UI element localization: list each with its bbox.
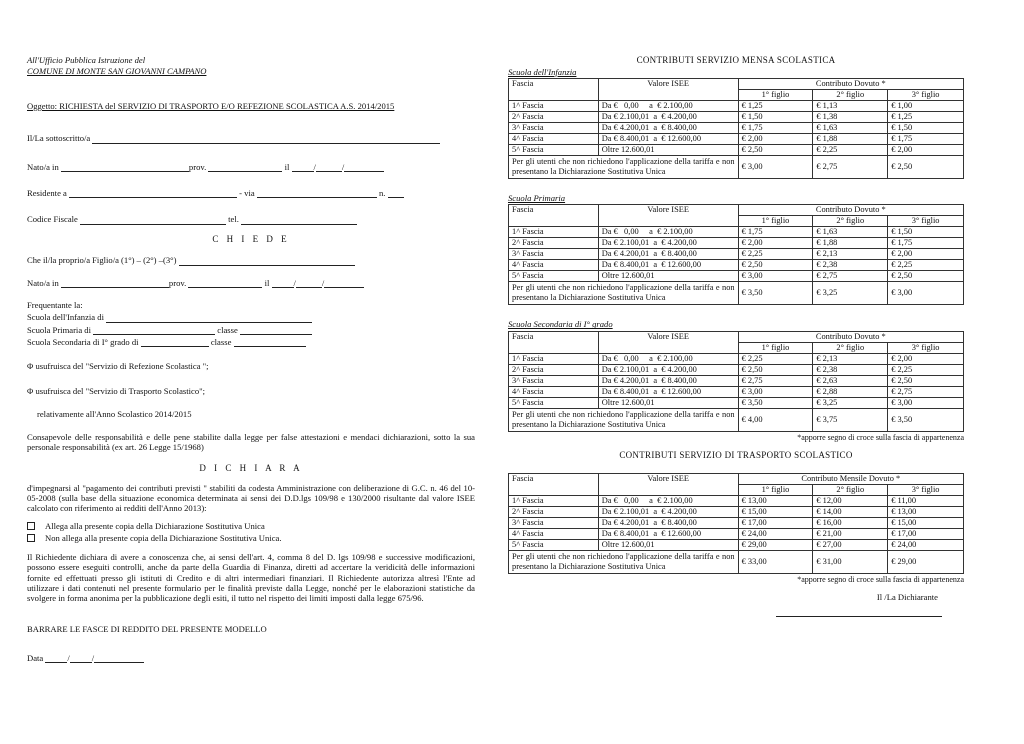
fee-cell: € 17,00	[888, 529, 964, 540]
fee-cell: € 14,00	[813, 507, 888, 518]
fee-cell: € 3,25	[813, 282, 888, 305]
fascia-cell: 2^ Fascia	[509, 364, 599, 375]
year-field[interactable]	[341, 161, 384, 172]
school-name: Scuola dell'Infanzia	[508, 66, 577, 77]
fee-cell: € 2,00	[738, 238, 813, 249]
nato-field[interactable]	[61, 163, 189, 172]
fee-cell: € 1,88	[813, 238, 888, 249]
isee-cell: Da € 4.200,01 a € 8.400,00	[598, 518, 738, 529]
data-label: Data	[27, 653, 44, 664]
header-row	[509, 205, 964, 216]
nato-label: Nato/a in	[27, 277, 59, 288]
table-row[interactable]	[509, 397, 964, 408]
date-slash: /	[321, 277, 325, 288]
fascia-cell: 4^ Fascia	[509, 260, 599, 271]
fee-cell: € 1,38	[813, 112, 888, 123]
table-row[interactable]	[509, 375, 964, 386]
fee-cell: € 12,00	[813, 496, 888, 507]
fascia-cell: 1^ Fascia	[509, 353, 599, 364]
isee-header: Valore ISEE	[598, 79, 738, 101]
fee-cell: € 2,25	[888, 260, 964, 271]
isee-cell: Oltre 12.600,01	[598, 271, 738, 282]
residente-field[interactable]	[69, 189, 237, 198]
table-row[interactable]	[509, 496, 964, 507]
trasporto-text: usufruisca del "Servizio di Trasporto Scolastico";	[35, 385, 206, 396]
fascia-cell: 4^ Fascia	[509, 529, 599, 540]
refezione-text: usufruisca del "Servizio di Refezione Scolastica ";	[35, 361, 209, 372]
fascia-cell: 3^ Fascia	[509, 375, 599, 386]
isee-cell: Da € 0,00 a € 2.100,00	[598, 101, 738, 112]
fee-table-block	[508, 473, 964, 574]
fee-cell: € 13,00	[888, 507, 964, 518]
figlio-header: 2° figlio	[813, 342, 888, 353]
figlio-header: 3° figlio	[888, 342, 964, 353]
table-row[interactable]	[509, 364, 964, 375]
fascia-cell: 2^ Fascia	[509, 507, 599, 518]
fee-cell: € 1,50	[888, 227, 964, 238]
isee-cell: Da € 0,00 a € 2.100,00	[598, 496, 738, 507]
non-allega-text: Non allega alla presente copia della Dichiarazione Sostitutiva Unica.	[45, 532, 282, 543]
fee-cell: € 24,00	[738, 529, 813, 540]
infanzia-row	[27, 312, 475, 322]
fascia-cell: 2^ Fascia	[509, 112, 599, 123]
fee-cell: € 3,00	[888, 282, 964, 305]
isee-cell: Da € 4.200,01 a € 8.400,00	[598, 123, 738, 134]
fee-cell: € 1,88	[813, 134, 888, 145]
date-slash: /	[91, 653, 95, 664]
fee-cell: € 2,50	[888, 156, 964, 179]
fascia-cell: 4^ Fascia	[509, 386, 599, 397]
date-slash: /	[341, 161, 345, 172]
barrare-text: BARRARE LE FASCE DI REDDITO DEL PRESENTE MODELLO	[27, 623, 267, 634]
isee-cell: Da € 8.400,01 a € 12.600,00	[598, 386, 738, 397]
residente-label: Residente a	[27, 187, 67, 198]
month-field[interactable]	[70, 653, 95, 664]
fee-table-block	[508, 193, 964, 305]
fee-cell: € 13,00	[738, 496, 813, 507]
fee-cell: € 2,25	[738, 249, 813, 260]
fee-tables	[508, 55, 964, 617]
day-field[interactable]	[272, 279, 294, 288]
il-label: il	[284, 161, 290, 172]
isee-cell: Da € 4.200,01 a € 8.400,00	[598, 375, 738, 386]
figlio-header: 3° figlio	[888, 90, 964, 101]
fee-cell: € 21,00	[813, 529, 888, 540]
fee-cell: € 15,00	[888, 518, 964, 529]
isee-header: Valore ISEE	[598, 474, 738, 496]
fee-cell: € 29,00	[888, 551, 964, 574]
fee-cell: € 2,38	[813, 364, 888, 375]
data-row	[27, 653, 475, 663]
table-row[interactable]	[509, 540, 964, 551]
via-field[interactable]	[257, 189, 377, 198]
nato-label: Nato/a in	[27, 161, 59, 172]
school-name: Scuola Primaria	[508, 193, 566, 204]
fee-cell: € 1,00	[888, 101, 964, 112]
secondaria-label: Scuola Secondaria di I° grado di	[27, 336, 139, 347]
fee-cell: € 2,75	[813, 271, 888, 282]
fee-cell: € 2,50	[738, 145, 813, 156]
richiedente-text: Il Richiedente dichiara di avere a conoscenza che, ai sensi dell'art. 4, comma 8 del D. lgs 109/98 e successive modificazioni, possono essere eseguiti controlli, anche da parte della Guardia di Finanza, diretti ad accertare la veridicità delle informazioni fornite ed effettuati presso gli istituti di Credito e di altri intermediari finanziari. Il Richiedente autorizza altresì l'Ente ad utilizzare i dati contenuti nel presente formulario per le finalità previste dalla Legge, nonché per le elaborazioni statistiche da svolgere in forma anonima per la pubblicazione degli esiti, il tutto nel rispetto dei limiti imposti dalla legge 675/96.	[27, 552, 475, 604]
figlio-header: 3° figlio	[888, 485, 964, 496]
dichiarante-label: Il /La Dichiarante	[876, 591, 938, 602]
isee-cell: Da € 4.200,01 a € 8.400,00	[598, 249, 738, 260]
date-slash: /	[67, 653, 70, 664]
fee-cell: € 2,75	[813, 156, 888, 179]
fascia-cell: 3^ Fascia	[509, 123, 599, 134]
table-row[interactable]	[509, 134, 964, 145]
secondaria-row	[27, 337, 475, 347]
fee-cell: € 3,00	[738, 386, 813, 397]
fee-cell: € 2,63	[813, 375, 888, 386]
table-row[interactable]	[509, 227, 964, 238]
mensa-title: CONTRIBUTI SERVIZIO MENSA SCOLASTICA	[636, 55, 836, 65]
frequentante-label: Frequentante la:	[27, 299, 83, 310]
isee-cell: Da € 0,00 a € 2.100,00	[598, 227, 738, 238]
prov-field[interactable]	[188, 279, 262, 288]
sottoscritto-label: Il/La sottoscritto/a	[27, 133, 91, 144]
fee-cell: € 2,25	[738, 353, 813, 364]
impegno-text: d'impegnarsi al "pagamento dei contributi previsti " stabiliti da codesta Amministrazione con deliberazione di G.C. n. 46 del 10-05-2008 (sulla base della situazione economica determinata ai sensi dei D.D.lgs 109/98 e 130/2000 risultante dal valore ISEE calcolato con riferimento ai redditi dell'Anno 2013):	[27, 482, 475, 514]
primaria-row	[27, 325, 475, 335]
sottoscritto-field[interactable]	[92, 135, 440, 144]
fascia-cell: 2^ Fascia	[509, 238, 599, 249]
figlio-row	[27, 255, 475, 265]
fee-cell: € 2,25	[888, 364, 964, 375]
table-row[interactable]	[509, 529, 964, 540]
day-field[interactable]	[292, 163, 314, 172]
primaria-label: Scuola Primaria di	[27, 324, 91, 335]
figlio-header: 2° figlio	[813, 485, 888, 496]
prov-label: prov.	[168, 277, 187, 288]
isee-header: Valore ISEE	[598, 205, 738, 227]
table-row[interactable]	[509, 271, 964, 282]
header-row	[509, 474, 964, 485]
fee-cell: € 1,25	[738, 101, 813, 112]
trasporto-title: CONTRIBUTI SERVIZIO DI TRASPORTO SCOLASTICO	[619, 450, 853, 461]
fee-table	[508, 204, 964, 305]
fee-table	[508, 331, 964, 432]
figlio-header: 1° figlio	[738, 90, 813, 101]
allega-option	[27, 521, 475, 531]
isee-cell: Da € 2.100,01 a € 4.200,00	[598, 112, 738, 123]
date-slash: /	[313, 161, 316, 172]
fee-cell: € 3,75	[813, 408, 888, 431]
fee-cell: € 3,00	[738, 271, 813, 282]
figlio-header: 1° figlio	[738, 216, 813, 227]
table-row[interactable]	[509, 282, 964, 305]
day-field[interactable]	[45, 653, 70, 664]
n-label: n.	[379, 187, 386, 198]
infanzia-label: Scuola dell'Infanzia di	[27, 312, 104, 323]
chiede-heading: C H I E D E	[212, 233, 290, 244]
fascia-header: Fascia	[509, 79, 599, 101]
signature-line[interactable]	[776, 616, 942, 617]
primaria-field[interactable]	[93, 326, 215, 335]
fee-cell: € 1,25	[888, 112, 964, 123]
isee-cell: Oltre 12.600,01	[598, 540, 738, 551]
contributo-header: Contributo Dovuto *	[738, 205, 963, 216]
fee-cell: € 17,00	[738, 518, 813, 529]
table-row[interactable]	[509, 551, 964, 574]
classe-label: classe	[210, 336, 232, 347]
fee-cell: € 1,50	[738, 112, 813, 123]
fee-cell: € 2,00	[738, 134, 813, 145]
fee-table-block	[508, 67, 964, 179]
table-row[interactable]	[509, 260, 964, 271]
contributo-header: Contributo Mensile Dovuto *	[738, 474, 963, 485]
fascia-header: Fascia	[509, 474, 599, 496]
civico-field[interactable]	[388, 189, 404, 198]
table-row[interactable]	[509, 386, 964, 397]
fascia-header: Fascia	[509, 331, 599, 353]
fee-table-block	[508, 319, 964, 431]
refezione-option	[27, 361, 475, 371]
prov-label: prov.	[188, 161, 207, 172]
fee-cell: € 3,50	[888, 408, 964, 431]
header-row	[509, 79, 964, 90]
no-isee-cell: Per gli utenti che non richiedono l'applicazione della tariffa e non presentano la Dichiarazione Sostitutiva Unica	[509, 282, 739, 305]
fee-cell: € 2,38	[813, 260, 888, 271]
fee-cell: € 2,50	[738, 260, 813, 271]
fee-cell: € 29,00	[738, 540, 813, 551]
via-label: - via	[239, 187, 255, 198]
subject: Oggetto: RICHIESTA del SERVIZIO DI TRASPORTO E/O REFEZIONE SCOLASTICA A.S. 2014/2015	[27, 101, 395, 111]
table-row[interactable]	[509, 353, 964, 364]
table-row[interactable]	[509, 156, 964, 179]
table-row[interactable]	[509, 408, 964, 431]
fee-cell: € 1,75	[738, 227, 813, 238]
addressee-line1: All'Ufficio Pubblica Istruzione del	[27, 55, 146, 65]
allega-checkbox[interactable]	[27, 522, 35, 530]
fascia-cell: 1^ Fascia	[509, 496, 599, 507]
il-label: il	[264, 277, 270, 288]
fascia-cell: 5^ Fascia	[509, 271, 599, 282]
isee-cell: Da € 2.100,01 a € 4.200,00	[598, 238, 738, 249]
fee-cell: € 27,00	[813, 540, 888, 551]
dichiara-heading: D I C H I A R A	[199, 462, 303, 473]
prov-field[interactable]	[208, 163, 282, 172]
fee-cell: € 2,00	[888, 353, 964, 364]
table-row[interactable]	[509, 101, 964, 112]
codice-fiscale-label: Codice Fiscale	[27, 214, 78, 225]
fee-cell: € 3,50	[738, 397, 813, 408]
no-isee-cell: Per gli utenti che non richiedono l'applicazione della tariffa e non presentano la Dichiarazione Sostitutiva Unica	[509, 156, 739, 179]
secondaria-field[interactable]	[141, 338, 209, 347]
fascia-cell: 5^ Fascia	[509, 145, 599, 156]
fascia-cell: 3^ Fascia	[509, 518, 599, 529]
fee-cell: € 2,00	[888, 249, 964, 260]
figlio-header: 2° figlio	[813, 216, 888, 227]
fascia-header: Fascia	[509, 205, 599, 227]
isee-cell: Da € 8.400,01 a € 12.600,00	[598, 260, 738, 271]
fee-cell: € 3,00	[888, 397, 964, 408]
table-row[interactable]	[509, 112, 964, 123]
tel-field[interactable]	[241, 216, 357, 225]
fee-cell: € 11,00	[888, 496, 964, 507]
no-isee-cell: Per gli utenti che non richiedono l'applicazione della tariffa e non presentano la Dichiarazione Sostitutiva Unica	[509, 408, 739, 431]
apporre-note: *apporre segno di croce sulla fascia di appartenenza	[797, 432, 964, 442]
classe-label: classe	[217, 324, 238, 335]
fee-cell: € 2,50	[738, 364, 813, 375]
isee-cell: Da € 2.100,01 a € 4.200,00	[598, 507, 738, 518]
fee-table	[508, 78, 964, 179]
fee-cell: € 1,13	[813, 101, 888, 112]
table-row[interactable]	[509, 249, 964, 260]
fascia-cell: 5^ Fascia	[509, 540, 599, 551]
trasporto-option	[27, 386, 475, 396]
fee-cell: € 31,00	[813, 551, 888, 574]
fee-cell: € 1,50	[888, 123, 964, 134]
month-field[interactable]	[313, 161, 345, 172]
figlio-header: 3° figlio	[888, 216, 964, 227]
fascia-cell: 3^ Fascia	[509, 249, 599, 260]
tel-label: tel.	[228, 214, 239, 225]
trasporto-table-wrap	[508, 473, 964, 574]
nato-figlio-row	[27, 278, 475, 288]
school-name: Scuola Secondaria di I° grado	[508, 319, 613, 330]
fee-cell: € 2,75	[738, 375, 813, 386]
addressee-line2: COMUNE DI MONTE SAN GIOVANNI CAMPANO	[27, 66, 207, 76]
fee-cell: € 1,75	[738, 123, 813, 134]
year-field[interactable]	[91, 653, 144, 664]
nato-row	[27, 162, 475, 172]
fee-cell: € 2,13	[813, 249, 888, 260]
header-row	[509, 331, 964, 342]
fee-cell: € 3,00	[738, 156, 813, 179]
phi-glyph: Φ	[27, 361, 34, 372]
year-field[interactable]	[321, 277, 364, 288]
fee-table	[508, 473, 964, 574]
fee-cell: € 16,00	[813, 518, 888, 529]
mensa-tables	[508, 67, 964, 432]
fascia-cell: 1^ Fascia	[509, 101, 599, 112]
consapevole-text: Consapevole delle responsabilità e delle pene stabilite dalla legge per false attestazioni e mendaci dichiarazioni, sotto la sua personale responsabilità (ex art. 26 Legge 15/1968)	[27, 432, 475, 453]
fee-cell: € 2,75	[888, 386, 964, 397]
fee-cell: € 1,63	[813, 227, 888, 238]
date-slash: /	[293, 277, 296, 288]
fee-cell: € 1,75	[888, 134, 964, 145]
contributo-header: Contributo Dovuto *	[738, 331, 963, 342]
isee-cell: Da € 8.400,01 a € 12.600,00	[598, 529, 738, 540]
non-allega-option	[27, 533, 475, 543]
table-row[interactable]	[509, 507, 964, 518]
isee-cell: Oltre 12.600,01	[598, 145, 738, 156]
infanzia-field[interactable]	[106, 314, 312, 323]
apporre-note: *apporre segno di croce sulla fascia di appartenenza	[797, 575, 964, 585]
fee-cell: € 1,63	[813, 123, 888, 134]
request-form	[27, 55, 475, 663]
isee-cell: Da € 2.100,01 a € 4.200,00	[598, 364, 738, 375]
fascia-cell: 5^ Fascia	[509, 397, 599, 408]
fee-cell: € 1,75	[888, 238, 964, 249]
phi-glyph: Φ	[27, 385, 34, 396]
fee-cell: € 33,00	[738, 551, 813, 574]
isee-cell: Da € 0,00 a € 2.100,00	[598, 353, 738, 364]
addressee	[27, 55, 475, 77]
contributo-header: Contributo Dovuto *	[738, 79, 963, 90]
figlio-field[interactable]	[179, 257, 355, 266]
figlio-label: Che il/la proprio/a Figlio/a (1°) – (2°) –(3°)	[27, 255, 177, 266]
cf-row	[27, 214, 475, 224]
isee-header: Valore ISEE	[598, 331, 738, 353]
fee-cell: € 2,50	[888, 271, 964, 282]
isee-cell: Da € 8.400,01 a € 12.600,00	[598, 134, 738, 145]
figlio-header: 1° figlio	[738, 485, 813, 496]
table-row[interactable]	[509, 123, 964, 134]
fee-cell: € 3,50	[738, 282, 813, 305]
table-row[interactable]	[509, 238, 964, 249]
codice-fiscale-field[interactable]	[80, 216, 226, 225]
fascia-cell: 4^ Fascia	[509, 134, 599, 145]
fee-cell: € 2,50	[888, 375, 964, 386]
classe-field[interactable]	[234, 338, 306, 347]
fee-cell: € 2,25	[813, 145, 888, 156]
month-field[interactable]	[293, 277, 325, 288]
no-isee-cell: Per gli utenti che non richiedono l'applicazione della tariffa e non presentano la Dichiarazione Sostitutiva Unica	[509, 551, 739, 574]
sottoscritto-row	[27, 133, 475, 143]
fee-cell: € 15,00	[738, 507, 813, 518]
fee-cell: € 4,00	[738, 408, 813, 431]
classe-field[interactable]	[240, 326, 312, 335]
fee-cell: € 2,13	[813, 353, 888, 364]
fee-cell: € 3,25	[813, 397, 888, 408]
non-allega-checkbox[interactable]	[27, 534, 35, 542]
nato-field[interactable]	[61, 279, 169, 288]
isee-cell: Oltre 12.600,01	[598, 397, 738, 408]
table-row[interactable]	[509, 518, 964, 529]
fascia-cell: 1^ Fascia	[509, 227, 599, 238]
fee-cell: € 24,00	[888, 540, 964, 551]
allega-text: Allega alla presente copia della Dichiarazione Sostitutiva Unica	[45, 520, 265, 531]
table-row[interactable]	[509, 145, 964, 156]
fee-cell: € 2,88	[813, 386, 888, 397]
anno-text: relativamente all'Anno Scolastico 2014/2015	[37, 408, 192, 419]
figlio-header: 2° figlio	[813, 90, 888, 101]
fee-cell: € 2,00	[888, 145, 964, 156]
residente-row	[27, 188, 475, 198]
figlio-header: 1° figlio	[738, 342, 813, 353]
